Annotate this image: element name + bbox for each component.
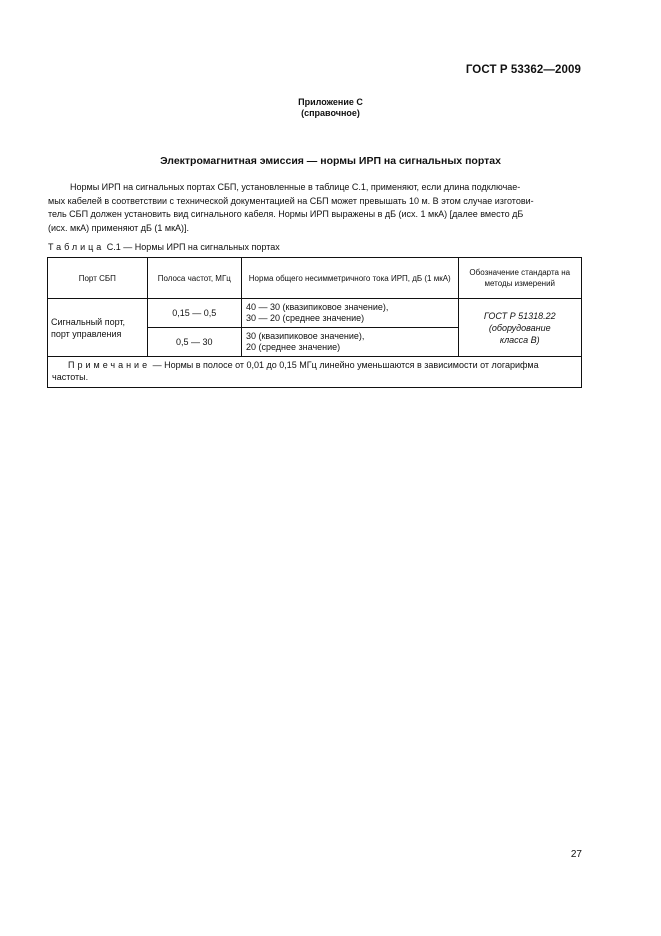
table-caption-text: С.1 — Нормы ИРП на сигнальных портах	[104, 242, 280, 252]
norms-table	[47, 257, 582, 388]
table-caption-label: Таблица	[48, 242, 105, 252]
band-cell: 0,15 — 0,5	[147, 299, 241, 328]
standard-number: ГОСТ Р 53362—2009	[465, 64, 581, 76]
paragraph-line: тель СБП должен установить вид сигнального кабеля. Нормы ИРП выражены в дБ (исх. 1 мкА) [далее вместо дБ	[48, 209, 524, 219]
table-note-row	[48, 357, 582, 388]
table-note	[48, 357, 582, 388]
norm-line: 30 — 20 (среднее значение)	[245, 313, 365, 323]
appendix-subtitle: (справочное)	[301, 108, 360, 118]
table-header-cell: Норма общего несимметричного тока ИРП, дБ (1 мкА)	[241, 258, 458, 299]
norm-cell	[241, 328, 458, 357]
port-line: Сигнальный порт,	[51, 316, 126, 327]
appendix-title: Приложение С	[298, 97, 363, 107]
table-header-cell: Порт СБП	[48, 258, 148, 299]
appendix-heading	[0, 97, 661, 119]
standard-line: (оборудование	[488, 322, 551, 333]
table-header-row	[48, 258, 582, 299]
body-paragraph	[48, 181, 581, 235]
paragraph-line: Нормы ИРП на сигнальных портах СБП, установленные в таблице С.1, применяют, если длина подключае-	[70, 182, 521, 192]
section-title: Электромагнитная эмиссия — нормы ИРП на сигнальных портах	[160, 155, 501, 167]
note-text: — Нормы в полосе от 0,01 до 0,15 МГц линейно уменьшаются в зависимости от логарифма частоты.	[52, 360, 539, 382]
paragraph-line: (исх. мкА) применяют дБ (1 мкА)].	[48, 222, 190, 233]
band-cell: 0,5 — 30	[147, 328, 241, 357]
standard-cell	[458, 299, 581, 357]
norm-line: 30 (квазипиковое значение),	[245, 331, 365, 341]
norm-cell	[241, 299, 458, 328]
paragraph-line: мых кабелей в соответствии с технической документацией на СБП может превышать 10 м. В этом случае изготови-	[48, 195, 534, 206]
norm-line: 40 — 30 (квазипиковое значение),	[245, 302, 389, 312]
table-header-cell: Полоса частот, МГц	[147, 258, 241, 299]
standard-line: класса В)	[499, 334, 540, 345]
page-number: 27	[570, 849, 582, 860]
table-caption	[48, 242, 280, 252]
port-cell	[48, 299, 148, 357]
table-header-cell: Обозначение стандарта на методы измерений	[458, 258, 581, 299]
note-label: Примечание	[68, 360, 151, 370]
norm-line: 20 (среднее значение)	[245, 342, 341, 352]
table-row	[48, 299, 582, 328]
port-line: порт управления	[51, 328, 122, 339]
standard-line: ГОСТ Р 51318.22	[483, 310, 556, 321]
